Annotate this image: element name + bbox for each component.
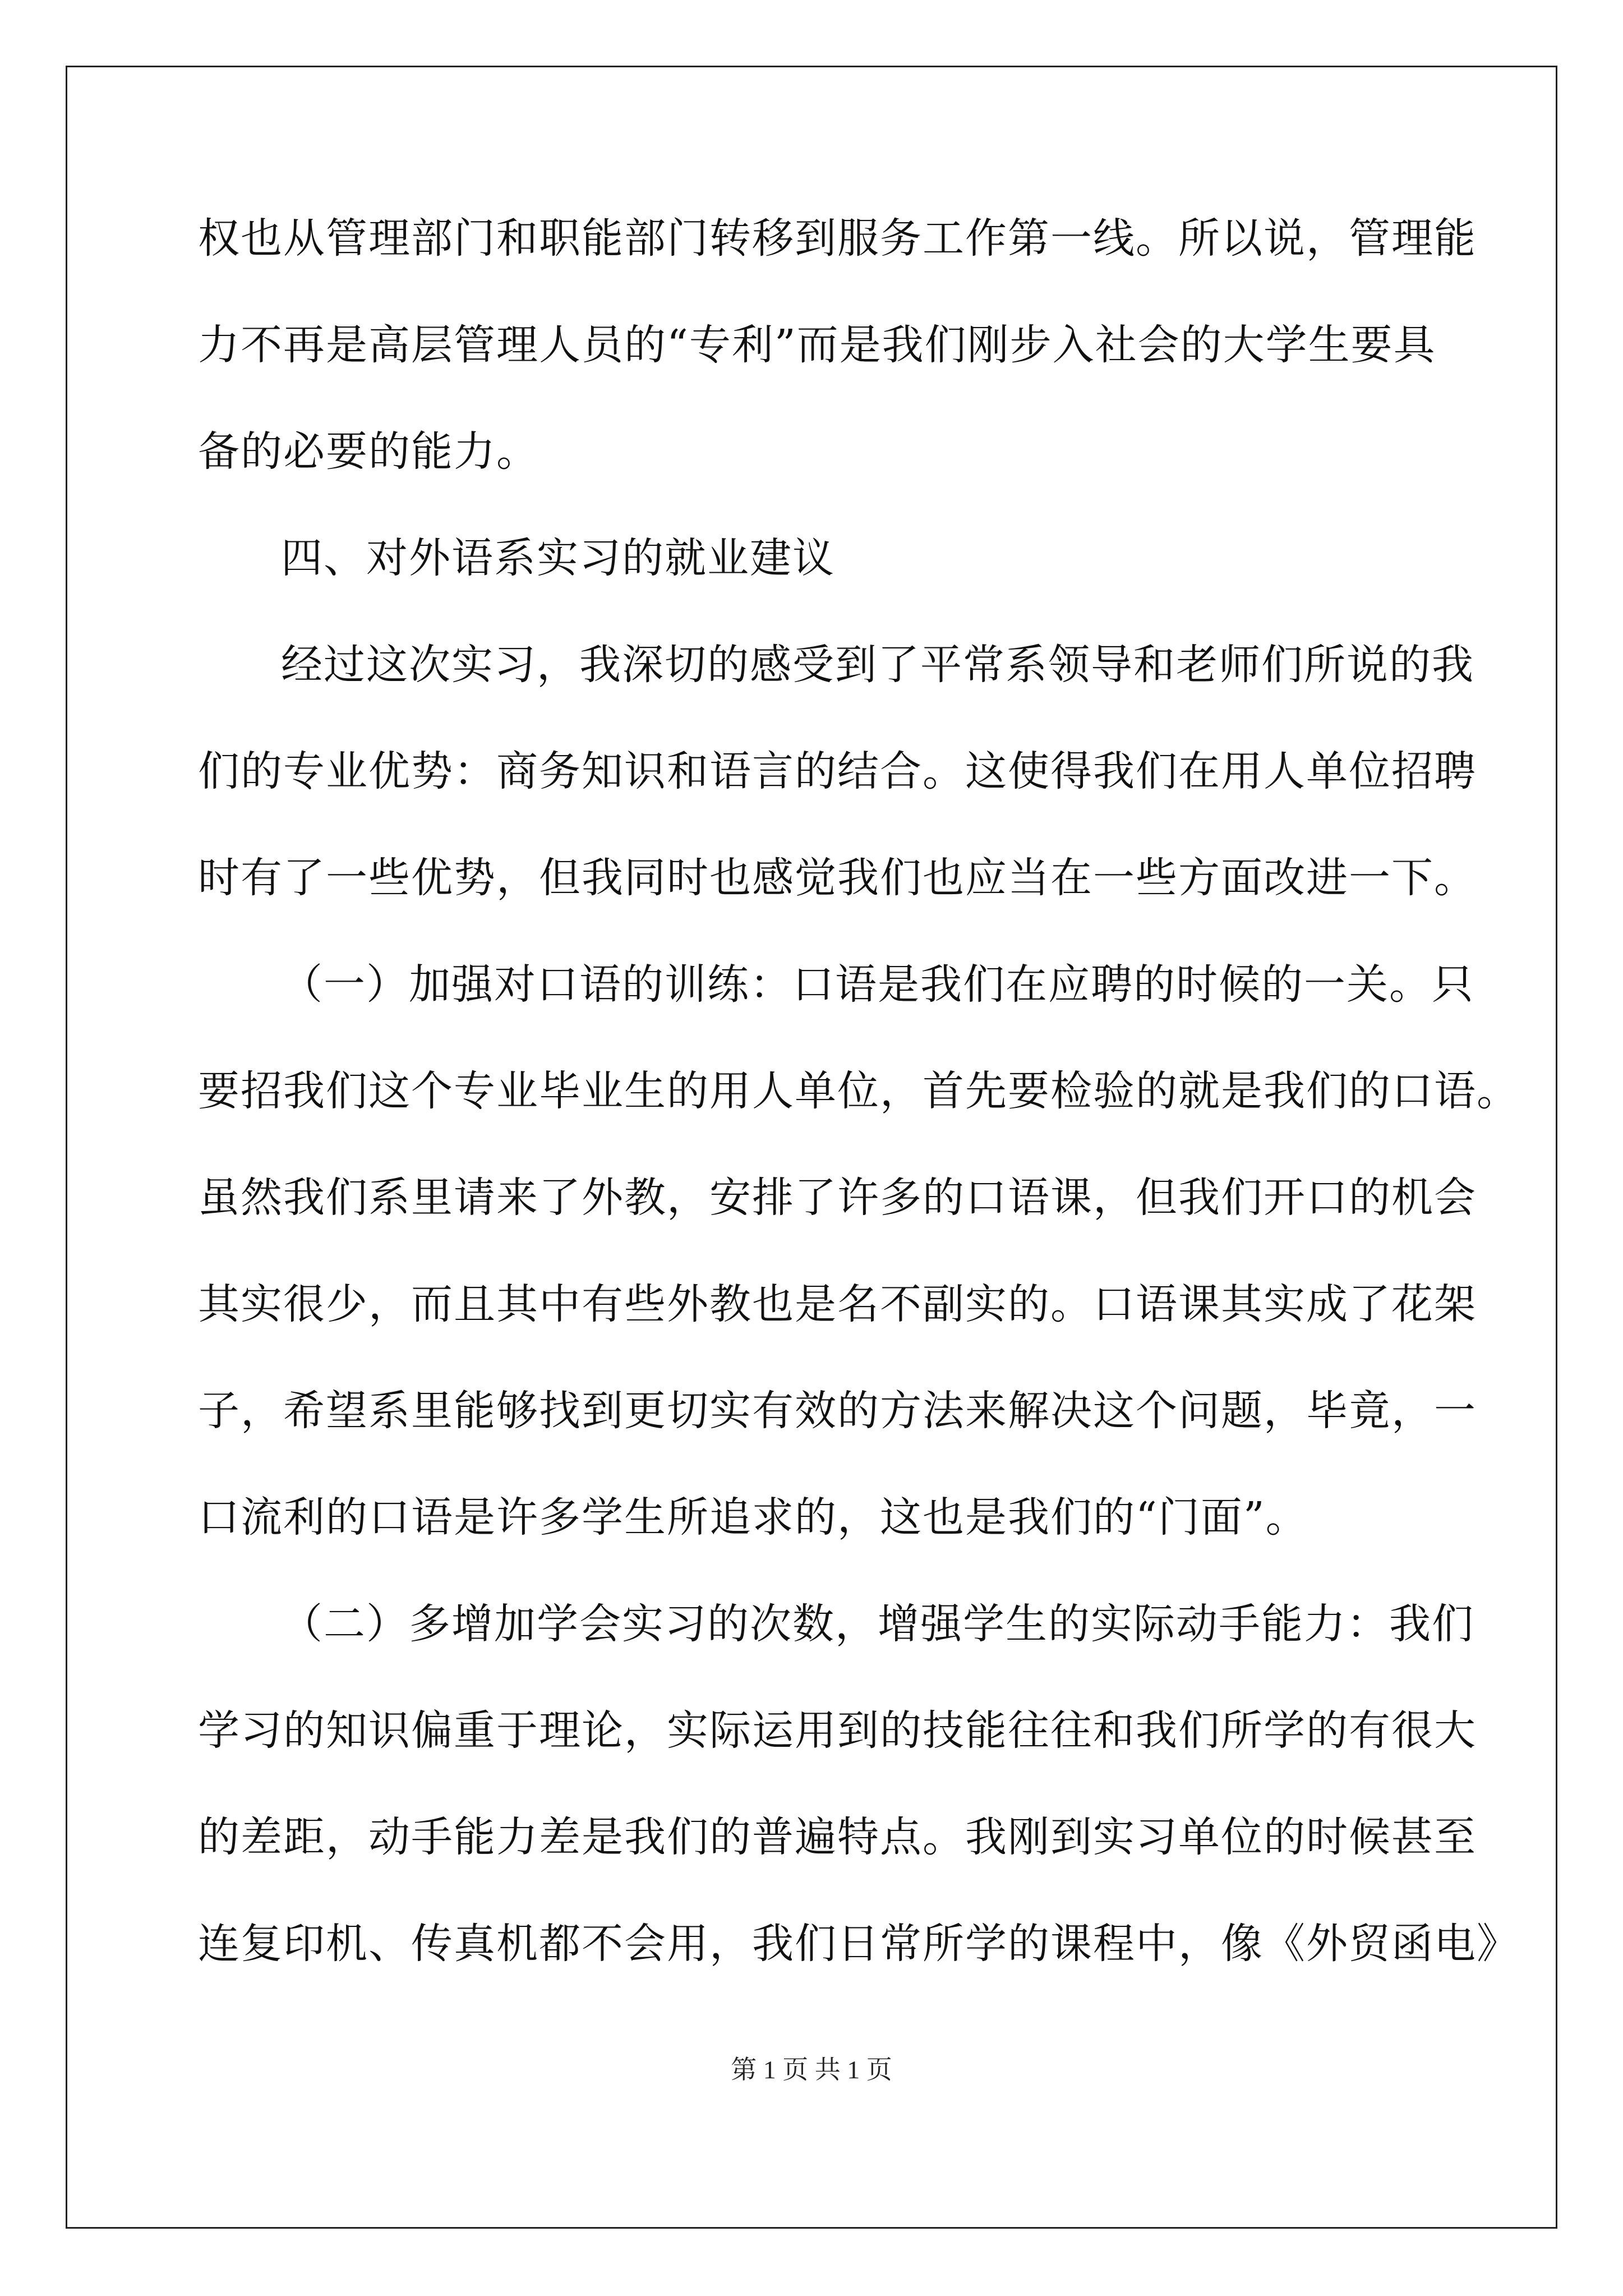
text-line-6: 们的专业优势：商务知识和语言的结合。这使得我们在用人单位招聘 xyxy=(198,747,1477,795)
page-number-footer: 第 1 页 共 1 页 xyxy=(731,2055,892,2084)
text-line-12: 子，希望系里能够找到更切实有效的方法来解决这个问题，毕竟，一 xyxy=(198,1387,1477,1435)
text-line-5: 经过这次实习，我深切的感受到了平常系领导和老师们所说的我 xyxy=(281,641,1474,689)
text-line-7: 时有了一些优势，但我同时也感觉我们也应当在一些方面改进一下。 xyxy=(198,854,1477,902)
text-line-13: 口流利的口语是许多学生所追求的，这也是我们的“门面”。 xyxy=(198,1493,1308,1542)
text-line-10: 虽然我们系里请来了外教，安排了许多的口语课，但我们开口的机会 xyxy=(198,1174,1477,1222)
text-line-11: 其实很少，而且其中有些外教也是名不副实的。口语课其实成了花架 xyxy=(198,1280,1477,1328)
text-line-3: 备的必要的能力。 xyxy=(198,427,539,476)
page-border xyxy=(66,66,1557,2229)
text-line-8: （一）加强对口语的训练：口语是我们在应聘的时候的一关。只 xyxy=(281,960,1474,1009)
text-line-16: 的差距，动手能力差是我们的普遍特点。我刚到实习单位的时候甚至 xyxy=(198,1813,1477,1861)
text-line-14: （二）多增加学会实习的次数，增强学生的实际动手能力：我们 xyxy=(281,1600,1474,1648)
text-line-9: 要招我们这个专业毕业生的用人单位，首先要检验的就是我们的口语。 xyxy=(198,1067,1519,1115)
text-line-1: 权也从管理部门和职能部门转移到服务工作第一线。所以说，管理能 xyxy=(198,214,1477,263)
text-line-15: 学习的知识偏重于理论，实际运用到的技能往往和我们所学的有很大 xyxy=(198,1706,1477,1755)
section-heading-4: 四、对外语系实习的就业建议 xyxy=(281,534,835,582)
text-line-17: 连复印机、传真机都不会用，我们日常所学的课程中，像《外贸函电》 xyxy=(198,1920,1519,1968)
text-line-2: 力不再是高层管理人员的“专利”而是我们刚步入社会的大学生要具 xyxy=(198,321,1436,369)
